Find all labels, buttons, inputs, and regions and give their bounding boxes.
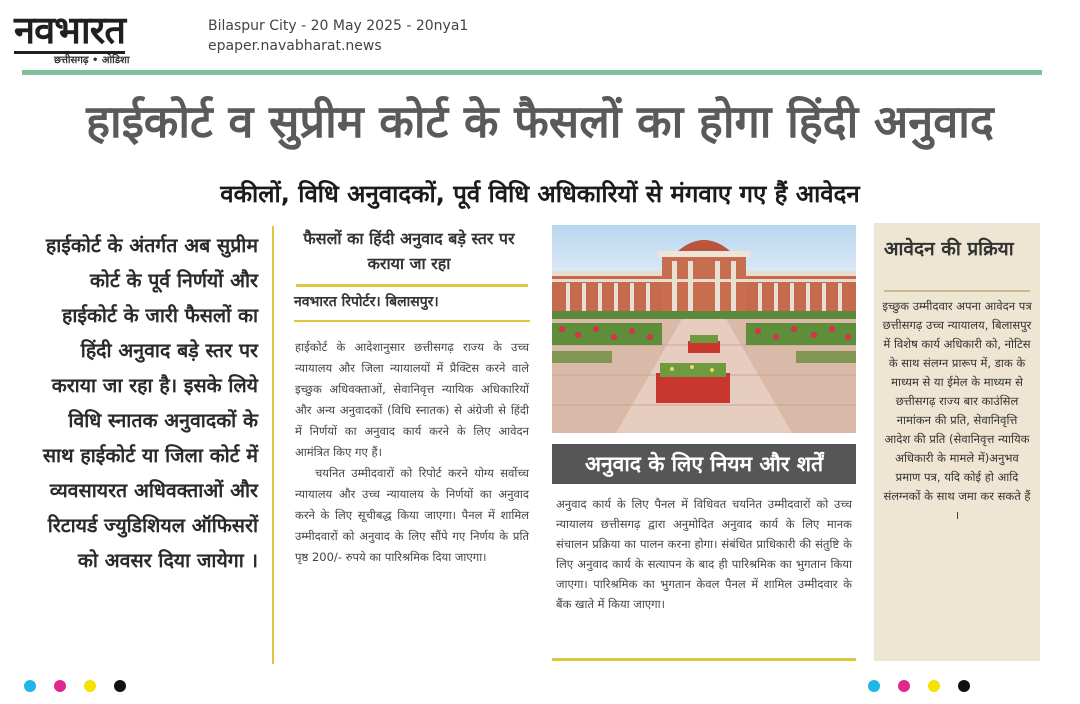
rules-banner: अनुवाद के लिए नियम और शर्तें	[552, 444, 856, 484]
column-title: फैसलों का हिंदी अनुवाद बड़े स्तर पर कराया जा रहा	[303, 229, 515, 273]
lead-paragraph: हाईकोर्ट के अंतर्गत अब सुप्रीम कोर्ट के पूर्व निर्णयों और हाईकोर्ट के जारी फैसलों का हिंदी अनुवाद बड़े स्तर पर कराया जा रहा है। इसके लिये विधि स्नातक अनुवादकों के साथ हाईकोर्ट या जिला कोर्ट में व्यवसायरत अधिवक्ताओं और रिटायर्ड ज्युडिशियल ऑफिसरों को अवसर दिया जायेगा ।	[42, 234, 258, 572]
rules-text: अनुवाद कार्य के लिए पैनल में विधिवत चयनित उम्मीदवारों को उच्च न्यायालय छत्तीसगढ़ द्वारा अनुमोदित अनुवाद कार्य के लिए मानक संचालन प्रक्रिया का पालन करना होगा। संबंधित प्राधिकारी की संतुष्टि के लिए अनुवाद कार्य के सत्यापन के बाद ही पारिश्रमिक का भुगतान किया जाएगा। पारिश्रमिक का भुगतान केवल पैनल में शामिल उम्मीदवार के बैंक खाते में किया जाएगा।	[556, 497, 852, 611]
byline: नवभारत रिपोर्टर। बिलासपुर।	[294, 294, 439, 310]
cyan-mark	[24, 680, 36, 692]
title-rule	[296, 284, 528, 287]
subheadline: वकीलों, विधि अनुवादकों, पूर्व विधि अधिकारियों से मंगवाए गए हैं आवेदन	[220, 180, 860, 208]
logo-text: नवभारत	[14, 8, 125, 52]
paragraph-2: चयनित उम्मीदवारों को रिपोर्ट करने योग्य सर्वोच्च न्यायालय और उच्च न्यायालय के निर्णयों का अनुवाद करने के लिए सूचीबद्ध किया जाएगा। पैनल में शामिल उम्मीदवारों को अनुवाद के लिए सौंपे गए निर्णय के प्रति पृष्ठ 200/- रुपये का पारिश्रमिक दिया जाएगा।	[295, 466, 529, 564]
cyan-mark	[868, 680, 880, 692]
sidebar-title-rule	[884, 290, 1030, 292]
sidebar-title: आवेदन की प्रक्रिया	[884, 238, 1014, 260]
sidebar-text: इच्छुक उम्मीदवार अपना आवेदन पत्र छत्तीसगढ़ उच्च न्यायालय, बिलासपुर में विशेष कार्य अधिकारी को, नोटिस के साथ संलग्न प्रारूप में, डाक के माध्यम से या ईमेल के माध्यम से छत्तीसगढ़ राज्य बार काउंसिल नामांकन की प्रति, सेवानिवृत्ति आदेश की प्रति (सेवानिवृत्त न्यायिक अधिकारी के मामले में)अनुभव प्रमाण पत्र, यदि कोई हो आदि संलग्नकों के साथ जमा कर सकते हैं ।	[882, 299, 1032, 522]
edition-info	[208, 16, 468, 56]
masthead-divider	[22, 70, 1042, 75]
registration-marks-left	[24, 677, 144, 691]
black-mark	[114, 680, 126, 692]
newspaper-logo	[14, 10, 194, 66]
magenta-mark	[898, 680, 910, 692]
edition-line: Bilaspur City - 20 May 2025 - 20nya1	[208, 18, 469, 34]
high-court-photo	[552, 225, 856, 433]
column-divider	[272, 226, 274, 664]
byline-rule	[294, 320, 530, 322]
registration-marks-right	[868, 677, 988, 691]
article-body	[295, 337, 529, 568]
masthead	[0, 0, 1080, 72]
logo-subtitle: छत्तीसगढ़ • ओडिशा	[54, 55, 130, 66]
headline: हाईकोर्ट व सुप्रीम कोर्ट के फैसलों का होगा हिंदी अनुवाद	[86, 95, 994, 148]
paragraph-1: हाईकोर्ट के आदेशानुसार छत्तीसगढ़ राज्य के उच्च न्यायालय और जिला न्यायालयों में प्रैक्टिस करने वाले इच्छुक अधिवक्ताओं, सेवानिवृत्त न्यायिक अधिकारियों और अन्य अनुवादकों (विधि स्नातक) से अंग्रेजी से हिंदी में निर्णयों का अनुवाद कार्य करने के लिए आवेदन आमंत्रित किए गए हैं।	[295, 340, 529, 459]
yellow-mark	[928, 680, 940, 692]
black-mark	[958, 680, 970, 692]
website-link[interactable]: epaper.navabharat.news	[208, 38, 382, 54]
magenta-mark	[54, 680, 66, 692]
rules-bottom-rule	[552, 658, 856, 661]
yellow-mark	[84, 680, 96, 692]
